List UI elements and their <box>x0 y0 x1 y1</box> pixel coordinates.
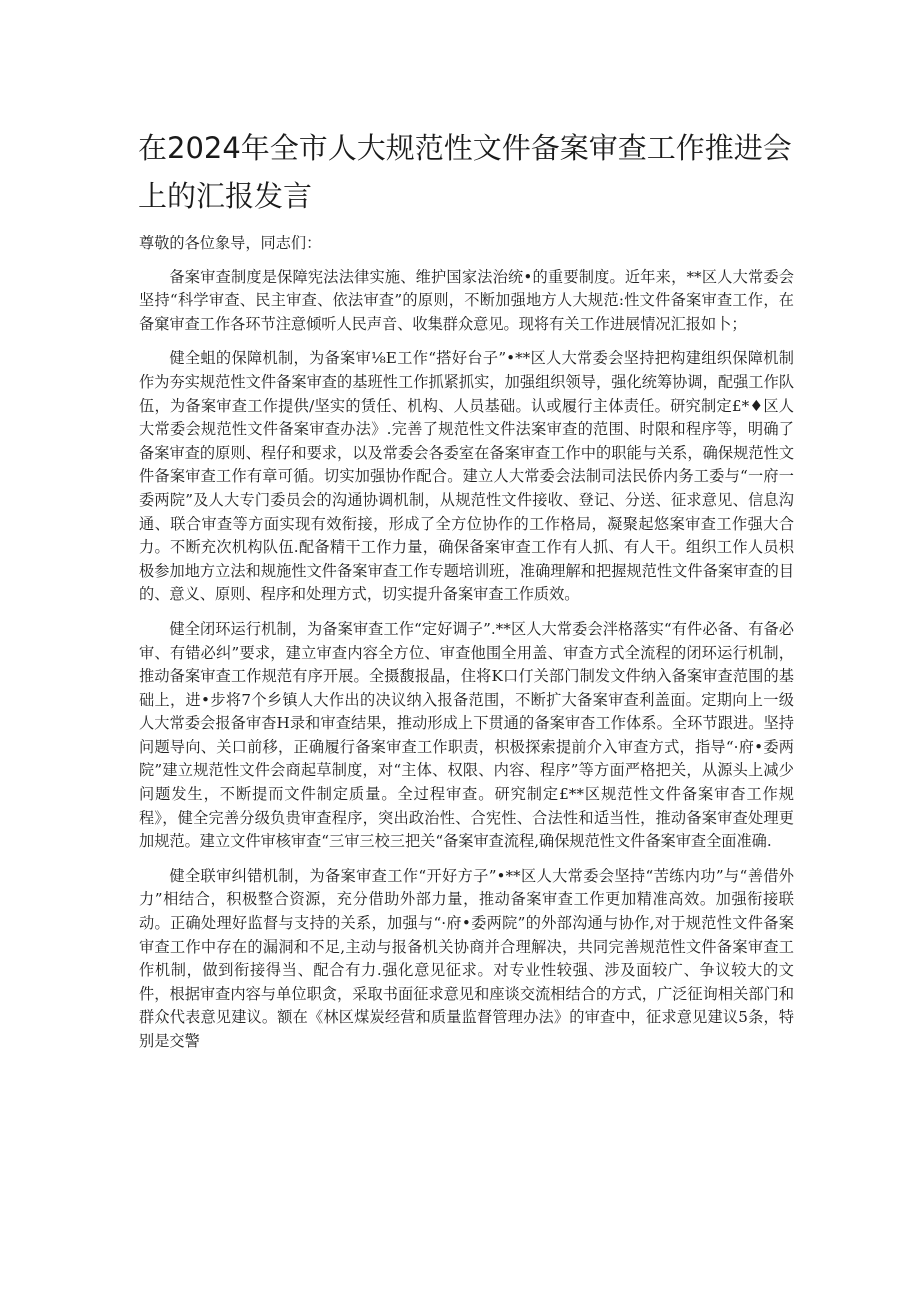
paragraph-joint-review-mechanism: 健全联审纠错机制，为备案审查工作“开好方子”•**区人大常委会坚持“苦练内功”与“善借外力”相结合，积极整合资源，充分借助外部力量，推动备案审查工作更加精准高效。加强衔接联动。正确处理好监督与支持的关系，加强与“·府•委两院”的外部沟通与协作,对于规范性文件备案审查工作中存在的漏洞和不足,主动与报备机关协商并合理解决，共同完善规范性文件备案审查工作机制，做到衔接得当、配合有力.强化意见征求。对专业性较强、涉及面较广、争议较大的文件，根据审查内容与单位职贪，采取书面征求意见和座谈交流相结合的方式，广泛征询相关部门和群众代表意见建议。额在《林区煤炭经营和质量监督管理办法》的审查中，征求意见建议5条，特别是交警 <box>139 866 794 1050</box>
salutation: 尊敬的各位象导，同志们： <box>139 234 322 252</box>
paragraph-closed-loop-mechanism: 健全闭环运行机制，为备案审查工作“定好调子”.**区人大常委会泮格落实“有件必备、有备必审、有错必纠”要求，建立审查内容全方位、审查他围全用盖、审查方式全流程的闭环运行机制，推动备案审查工作规范有序开展。全摄馥报晶，住将K口仃关部门制发文件纳入备案审查范围的基础上，进•步将7个乡镇人大作出的决议纳入报备范围，不断扩大备案审查利盖面。定期向上一级人大常委会报备审杳H录和审查结果，推动形成上下贯通的备案审杳工作体系。全环节跟进。坚持问题导向、关口前移，正确履行备案审查工作职责，枳极探索提前介入审查方式，指导“·府•委两院”建立规范性文件会商起草制度，对“主体、权限、内容、程序”等方面严格把关，从源头上减少问题发生，不断提而文件制定质量。全过程审查。研究制定£**区规范性文件备案审杳工作规程》，健全完善分级负贵审查程序，突出政治性、合宪性、合法性和适当性，推动备案审查处理更加规范。建立文件审核审查“三审三校三把关“备案审查流程,确保规范性文件备案审查全面准确. <box>139 619 794 851</box>
document-title: 在2024年全市人大规范性文件备案审查工作推进会上的汇报发言 <box>138 131 792 213</box>
paragraph-intro: 备案审查制度是保障宪法法律实施、维护国家法治统•的重要制度。近年来，**区人大常委会坚持“科学审查、民主审查、依法审查”的原则，不断加强地方人大规范:性文件备案审查工作，在备窠审查工作各环节注意倾听人民声音、收集群众意见。现将有关工作进展情况汇报如卜； <box>139 267 794 333</box>
paragraph-guarantee-mechanism: 健全蛆的保障机制，为备案审⅛E工作“搭好台子”•**区人大常委会坚持把构建组织保障机制作为夯实规范性文件备案审查的基班性工作抓紧抓实，加强组织领导，强化统筹协调，配强工作队伍，为备案审查工作提供/坚实的赁任、机构、人员基础。认或履行主体责任。研究制定£*♦区人大常委会规范性文件备案审查办法》.完善了规范性文件法案审查的范围、时限和程序等，明确了备案审查的原则、程仔和要求，以及常委会各委室在备案审查工作中的职能与关系，确保规范性文件备案审查工作有章可循。切实加强协作配合。建立人大常委会法制司法民侨内务工委与“一府一委两院”及人大专门委员会的沟通协调机制，从规范性文件接收、登记、分送、征求意见、信息沟通、联合审查等方面实现有效衔接，形成了全方位协作的工作格局，凝聚起悠案审查工作强大合力。不断充次机构队伍.配备精干工作力量，确保备案审查工作有人抓、有人干。组织工作人员枳极参加地方立法和规施性文件备案审查工作专题培训班，准确理解和把握规范性文件备案审查的目的、意义、原则、程序和处理方式，切实提升备案审查工作质效。 <box>139 349 794 604</box>
document-body <box>139 232 794 1065</box>
